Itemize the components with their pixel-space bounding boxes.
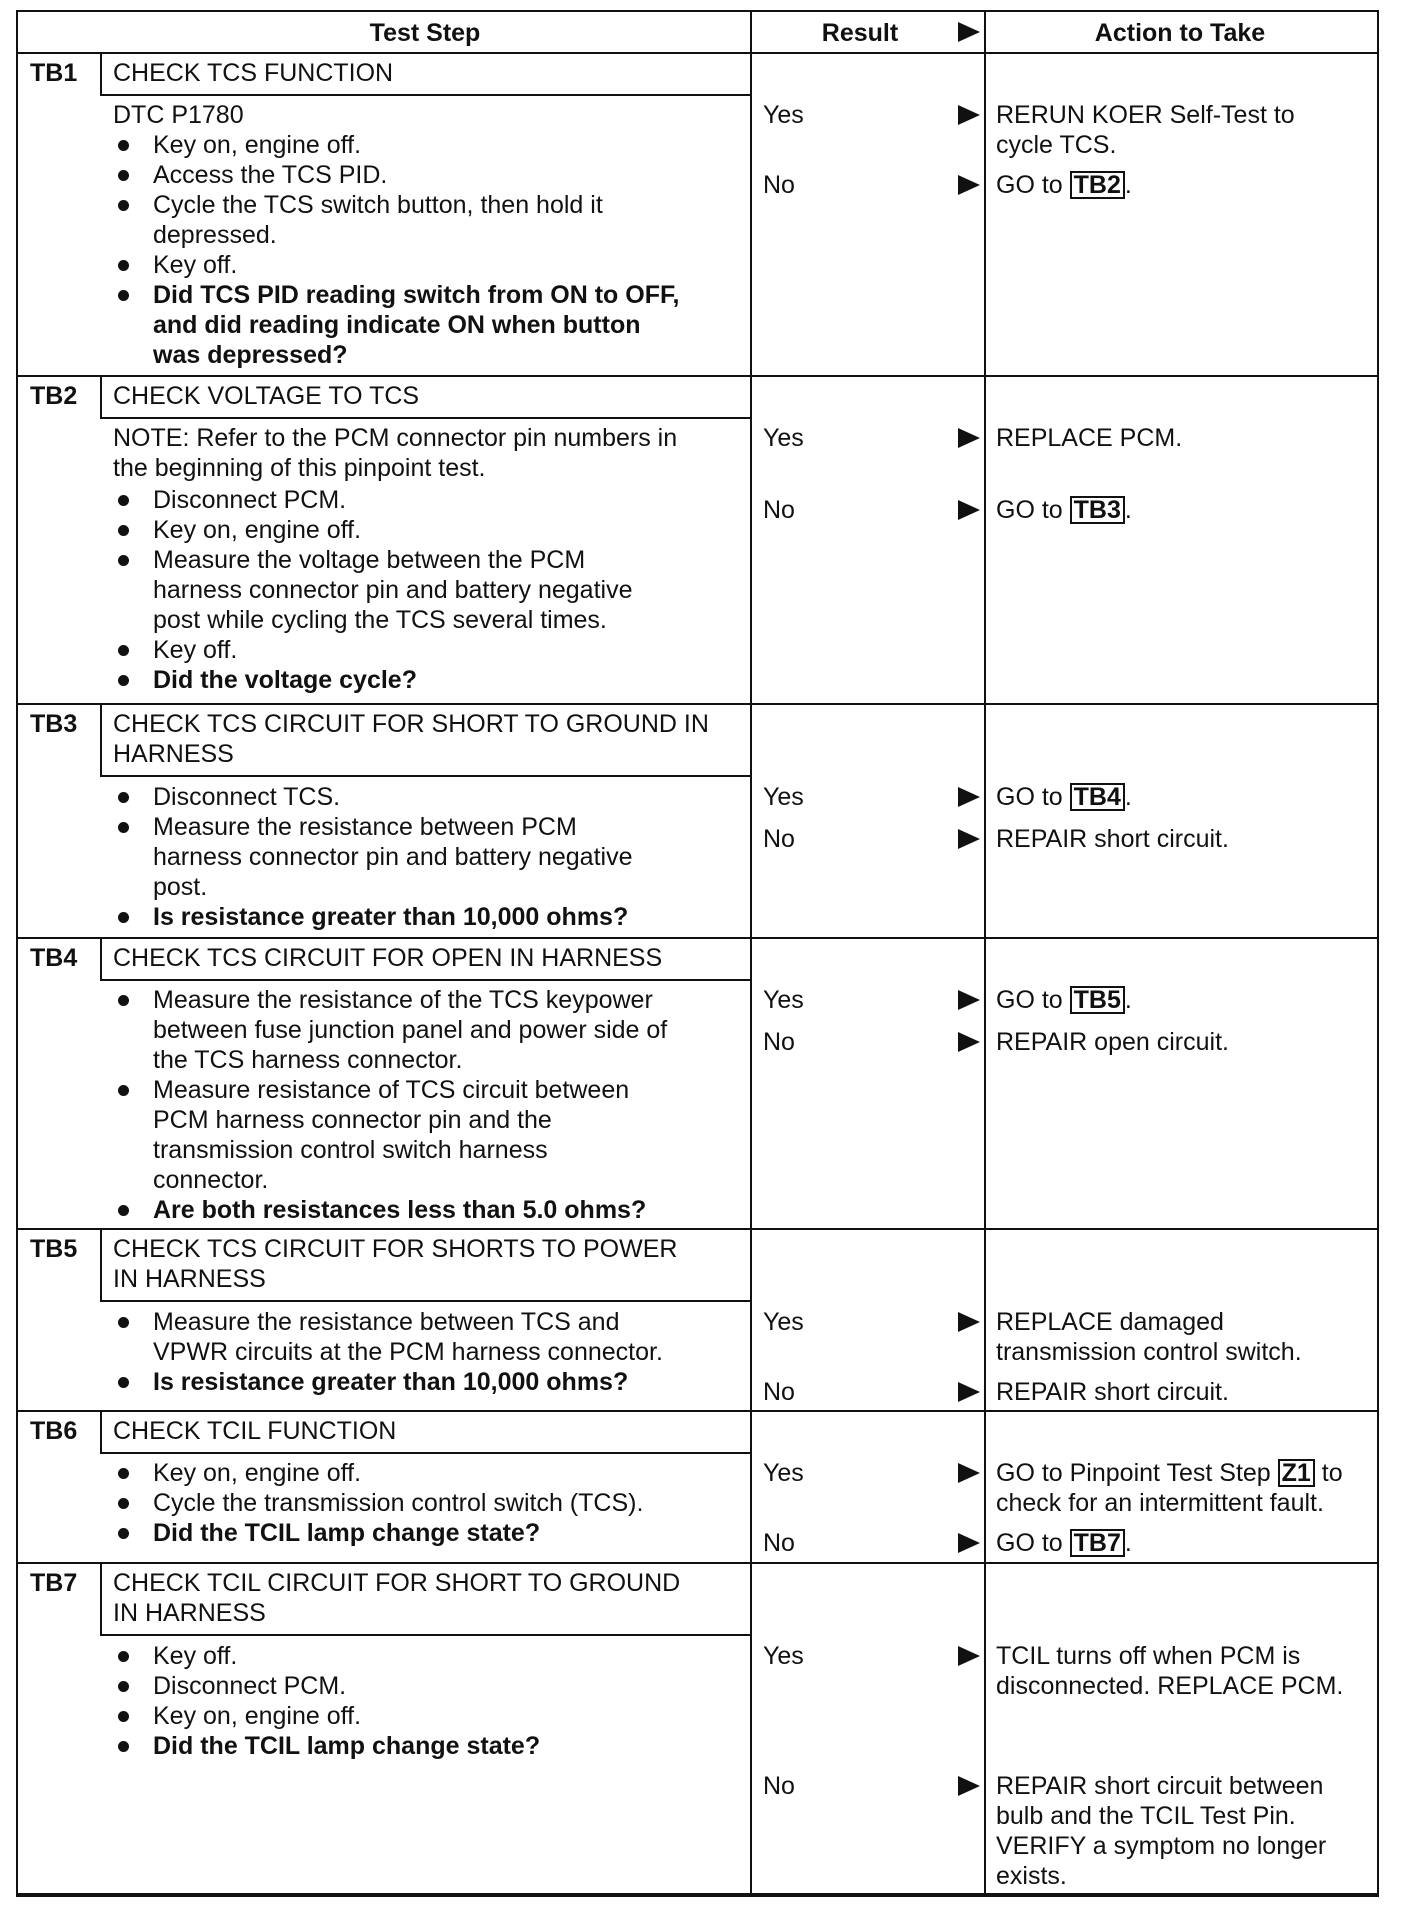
action-prefix: GO to bbox=[996, 783, 1070, 811]
column-divider bbox=[750, 1410, 752, 1562]
action-text: REPLACE damaged bbox=[996, 1308, 1224, 1336]
header-col-divider bbox=[984, 10, 986, 52]
action-prefix: GO to bbox=[996, 496, 1070, 524]
bullet-icon bbox=[118, 645, 129, 656]
bullet-icon bbox=[118, 1317, 129, 1328]
header-divider bbox=[16, 52, 1379, 54]
step-title: CHECK TCIL FUNCTION bbox=[113, 1417, 397, 1445]
step-bullet-text: Key on, engine off. bbox=[153, 1459, 362, 1487]
step-title: CHECK TCS CIRCUIT FOR OPEN IN HARNESS bbox=[113, 944, 663, 972]
column-divider bbox=[750, 1562, 752, 1895]
column-divider bbox=[750, 52, 752, 375]
step-bullet-text: Did the TCIL lamp change state? bbox=[153, 1732, 541, 1760]
result-label: No bbox=[763, 1028, 795, 1056]
step-bullet-text: Is resistance greater than 10,000 ohms? bbox=[153, 1368, 629, 1396]
step-bullet-text: Cycle the transmission control switch (TCS). bbox=[153, 1489, 644, 1517]
result-label: Yes bbox=[763, 986, 804, 1014]
result-arrow-icon bbox=[958, 175, 980, 195]
result-label: Yes bbox=[763, 424, 804, 452]
action-suffix: . bbox=[1124, 986, 1132, 1014]
action-goto[interactable] bbox=[996, 1458, 1343, 1488]
title-divider bbox=[100, 775, 750, 777]
bullet-icon bbox=[118, 525, 129, 536]
step-title: IN HARNESS bbox=[113, 1599, 266, 1627]
title-divider bbox=[100, 1300, 750, 1302]
bullet-icon bbox=[118, 495, 129, 506]
header-test-step: Test Step bbox=[369, 19, 481, 47]
column-divider bbox=[984, 937, 986, 1228]
bullet-icon bbox=[118, 200, 129, 211]
step-bullet-text: Disconnect PCM. bbox=[153, 1672, 347, 1700]
step-bullet-text: Key off. bbox=[153, 1642, 238, 1670]
step-title: CHECK VOLTAGE TO TCS bbox=[113, 382, 420, 410]
step-title: IN HARNESS bbox=[113, 1265, 266, 1293]
result-label: No bbox=[763, 1772, 795, 1800]
step-bullet-text: post while cycling the TCS several times. bbox=[153, 606, 607, 634]
step-number: TB3 bbox=[30, 710, 78, 738]
bullet-icon bbox=[118, 1741, 129, 1752]
step-bullet-text: Access the TCS PID. bbox=[153, 161, 388, 189]
step-bullet-text: Did the voltage cycle? bbox=[153, 666, 417, 694]
action-goto[interactable] bbox=[996, 782, 1132, 812]
step-bullet-text: Key off. bbox=[153, 251, 238, 279]
row-divider bbox=[16, 1228, 1379, 1230]
step-bullet-text: Measure resistance of TCS circuit between bbox=[153, 1076, 630, 1104]
result-arrow-icon bbox=[958, 1032, 980, 1052]
step-bullet-text: Key off. bbox=[153, 636, 238, 664]
step-reference-link[interactable]: TB4 bbox=[1070, 783, 1125, 811]
step-number: TB1 bbox=[30, 59, 78, 87]
header-arrow-icon bbox=[958, 22, 980, 42]
result-arrow-icon bbox=[958, 428, 980, 448]
step-note: NOTE: Refer to the PCM connector pin numbers in bbox=[113, 424, 678, 452]
step-bullet-text: harness connector pin and battery negative bbox=[153, 843, 633, 871]
row-divider bbox=[16, 703, 1379, 705]
action-prefix: GO to bbox=[996, 1529, 1070, 1557]
step-text: DTC P1780 bbox=[113, 101, 244, 129]
step-bullet-text: Measure the resistance between PCM bbox=[153, 813, 577, 841]
result-label: No bbox=[763, 1529, 795, 1557]
step-bullet-text: Measure the voltage between the PCM bbox=[153, 546, 586, 574]
row-divider bbox=[16, 375, 1379, 377]
step-bullet-text: Disconnect PCM. bbox=[153, 486, 347, 514]
step-bullet-text: Did the TCIL lamp change state? bbox=[153, 1519, 541, 1547]
bullet-icon bbox=[118, 170, 129, 181]
result-arrow-icon bbox=[958, 787, 980, 807]
action-prefix: GO to Pinpoint Test Step bbox=[996, 1459, 1278, 1487]
action-text: exists. bbox=[996, 1862, 1067, 1890]
result-label: No bbox=[763, 825, 795, 853]
bullet-icon bbox=[118, 912, 129, 923]
step-bullet-text: the TCS harness connector. bbox=[153, 1046, 463, 1074]
action-goto[interactable] bbox=[996, 170, 1132, 200]
step-title: CHECK TCIL CIRCUIT FOR SHORT TO GROUND bbox=[113, 1569, 681, 1597]
action-text: disconnected. REPLACE PCM. bbox=[996, 1672, 1344, 1700]
bullet-icon bbox=[118, 1468, 129, 1479]
bullet-icon bbox=[118, 140, 129, 151]
step-bullet-text: connector. bbox=[153, 1166, 269, 1194]
step-reference-link[interactable]: TB3 bbox=[1070, 496, 1125, 524]
step-bullet-text: VPWR circuits at the PCM harness connector. bbox=[153, 1338, 663, 1366]
bullet-icon bbox=[118, 1711, 129, 1722]
step-number: TB4 bbox=[30, 944, 78, 972]
step-number: TB7 bbox=[30, 1569, 78, 1597]
action-text: REPAIR open circuit. bbox=[996, 1028, 1229, 1056]
column-divider bbox=[984, 703, 986, 937]
step-bullet-text: Key on, engine off. bbox=[153, 131, 362, 159]
result-arrow-icon bbox=[958, 1463, 980, 1483]
title-divider bbox=[100, 417, 750, 419]
result-label: No bbox=[763, 496, 795, 524]
bullet-icon bbox=[118, 290, 129, 301]
result-arrow-icon bbox=[958, 990, 980, 1010]
result-label: Yes bbox=[763, 1459, 804, 1487]
result-label: Yes bbox=[763, 783, 804, 811]
bullet-icon bbox=[118, 1528, 129, 1539]
step-bullet-text: was depressed? bbox=[153, 341, 348, 369]
step-number-divider bbox=[100, 1562, 102, 1634]
step-number-divider bbox=[100, 375, 102, 417]
header-action: Action to Take bbox=[1094, 19, 1266, 47]
row-divider bbox=[16, 1562, 1379, 1564]
action-suffix: to bbox=[1314, 1459, 1343, 1487]
action-text: REPLACE PCM. bbox=[996, 424, 1183, 452]
action-goto[interactable] bbox=[996, 985, 1132, 1015]
step-bullet-text: between fuse junction panel and power side of bbox=[153, 1016, 668, 1044]
bullet-icon bbox=[118, 555, 129, 566]
step-reference-link[interactable]: TB7 bbox=[1070, 1529, 1125, 1557]
step-reference-link[interactable]: Z1 bbox=[1278, 1459, 1315, 1487]
step-reference-link[interactable]: TB5 bbox=[1070, 986, 1125, 1014]
action-text: REPAIR short circuit between bbox=[996, 1772, 1324, 1800]
step-number-divider bbox=[100, 52, 102, 94]
result-arrow-icon bbox=[958, 1382, 980, 1402]
step-bullet-text: transmission control switch harness bbox=[153, 1136, 548, 1164]
result-label: No bbox=[763, 1378, 795, 1406]
row-divider bbox=[16, 937, 1379, 939]
bullet-icon bbox=[118, 260, 129, 271]
result-label: Yes bbox=[763, 1642, 804, 1670]
step-bullet-text: Cycle the TCS switch button, then hold it bbox=[153, 191, 603, 219]
title-divider bbox=[100, 979, 750, 981]
column-divider bbox=[984, 1410, 986, 1562]
result-label: No bbox=[763, 171, 795, 199]
step-bullet-text: harness connector pin and battery negative bbox=[153, 576, 633, 604]
action-suffix: . bbox=[1124, 171, 1132, 199]
step-bullet-text: and did reading indicate ON when button bbox=[153, 311, 641, 339]
step-number-divider bbox=[100, 937, 102, 979]
bullet-icon bbox=[118, 1377, 129, 1388]
result-arrow-icon bbox=[958, 1646, 980, 1666]
step-title: CHECK TCS FUNCTION bbox=[113, 59, 394, 87]
action-suffix: . bbox=[1124, 783, 1132, 811]
step-number-divider bbox=[100, 703, 102, 775]
action-text: VERIFY a symptom no longer bbox=[996, 1832, 1327, 1860]
step-title: CHECK TCS CIRCUIT FOR SHORTS TO POWER bbox=[113, 1235, 678, 1263]
bullet-icon bbox=[118, 995, 129, 1006]
action-suffix: . bbox=[1124, 1529, 1132, 1557]
step-number: TB6 bbox=[30, 1417, 78, 1445]
bullet-icon bbox=[118, 675, 129, 686]
action-prefix: GO to bbox=[996, 171, 1070, 199]
step-bullet-text: Key on, engine off. bbox=[153, 516, 362, 544]
action-suffix: . bbox=[1124, 496, 1132, 524]
result-label: Yes bbox=[763, 1308, 804, 1336]
bullet-icon bbox=[118, 1498, 129, 1509]
result-arrow-icon bbox=[958, 1776, 980, 1796]
action-text: bulb and the TCIL Test Pin. bbox=[996, 1802, 1296, 1830]
step-number-divider bbox=[100, 1228, 102, 1300]
result-arrow-icon bbox=[958, 500, 980, 520]
step-bullet-text: Measure the resistance of the TCS keypower bbox=[153, 986, 653, 1014]
column-divider bbox=[750, 703, 752, 937]
result-arrow-icon bbox=[958, 1533, 980, 1553]
result-label: Yes bbox=[763, 101, 804, 129]
action-text: cycle TCS. bbox=[996, 131, 1117, 159]
column-divider bbox=[750, 937, 752, 1228]
header-result: Result bbox=[821, 19, 899, 47]
bullet-icon bbox=[118, 822, 129, 833]
step-number: TB5 bbox=[30, 1235, 78, 1263]
header-col-divider bbox=[750, 10, 752, 52]
step-bullet-text: Did TCS PID reading switch from ON to OFF, bbox=[153, 281, 680, 309]
step-bullet-text: Disconnect TCS. bbox=[153, 783, 341, 811]
step-bullet-text: Are both resistances less than 5.0 ohms? bbox=[153, 1196, 647, 1224]
action-goto[interactable] bbox=[996, 495, 1132, 525]
action-text: check for an intermittent fault. bbox=[996, 1489, 1324, 1517]
step-bullet-text: PCM harness connector pin and the bbox=[153, 1106, 552, 1134]
result-arrow-icon bbox=[958, 829, 980, 849]
result-arrow-icon bbox=[958, 1312, 980, 1332]
step-title: HARNESS bbox=[113, 740, 234, 768]
step-bullet-text: post. bbox=[153, 873, 208, 901]
row-divider bbox=[16, 1895, 1379, 1897]
bullet-icon bbox=[118, 792, 129, 803]
step-reference-link[interactable]: TB2 bbox=[1070, 171, 1125, 199]
step-bullet-text: Key on, engine off. bbox=[153, 1702, 362, 1730]
column-divider bbox=[984, 1562, 986, 1895]
action-text: TCIL turns off when PCM is bbox=[996, 1642, 1301, 1670]
step-bullet-text: Measure the resistance between TCS and bbox=[153, 1308, 620, 1336]
title-divider bbox=[100, 1452, 750, 1454]
bullet-icon bbox=[118, 1085, 129, 1096]
step-title: CHECK TCS CIRCUIT FOR SHORT TO GROUND IN bbox=[113, 710, 709, 738]
title-divider bbox=[100, 1634, 750, 1636]
column-divider bbox=[984, 375, 986, 703]
action-text: RERUN KOER Self-Test to bbox=[996, 101, 1295, 129]
column-divider bbox=[750, 375, 752, 703]
row-divider bbox=[16, 1410, 1379, 1412]
action-text: transmission control switch. bbox=[996, 1338, 1302, 1366]
bullet-icon bbox=[118, 1205, 129, 1216]
action-text: REPAIR short circuit. bbox=[996, 1378, 1229, 1406]
bullet-icon bbox=[118, 1681, 129, 1692]
column-divider bbox=[984, 52, 986, 375]
step-bullet-text: Is resistance greater than 10,000 ohms? bbox=[153, 903, 629, 931]
step-number-divider bbox=[100, 1410, 102, 1452]
action-text: REPAIR short circuit. bbox=[996, 825, 1229, 853]
step-note: the beginning of this pinpoint test. bbox=[113, 454, 486, 482]
action-goto[interactable] bbox=[996, 1528, 1132, 1558]
column-divider bbox=[984, 1228, 986, 1410]
result-arrow-icon bbox=[958, 105, 980, 125]
title-divider bbox=[100, 94, 750, 96]
action-prefix: GO to bbox=[996, 986, 1070, 1014]
bullet-icon bbox=[118, 1651, 129, 1662]
step-bullet-text: depressed. bbox=[153, 221, 277, 249]
step-number: TB2 bbox=[30, 382, 78, 410]
column-divider bbox=[750, 1228, 752, 1410]
